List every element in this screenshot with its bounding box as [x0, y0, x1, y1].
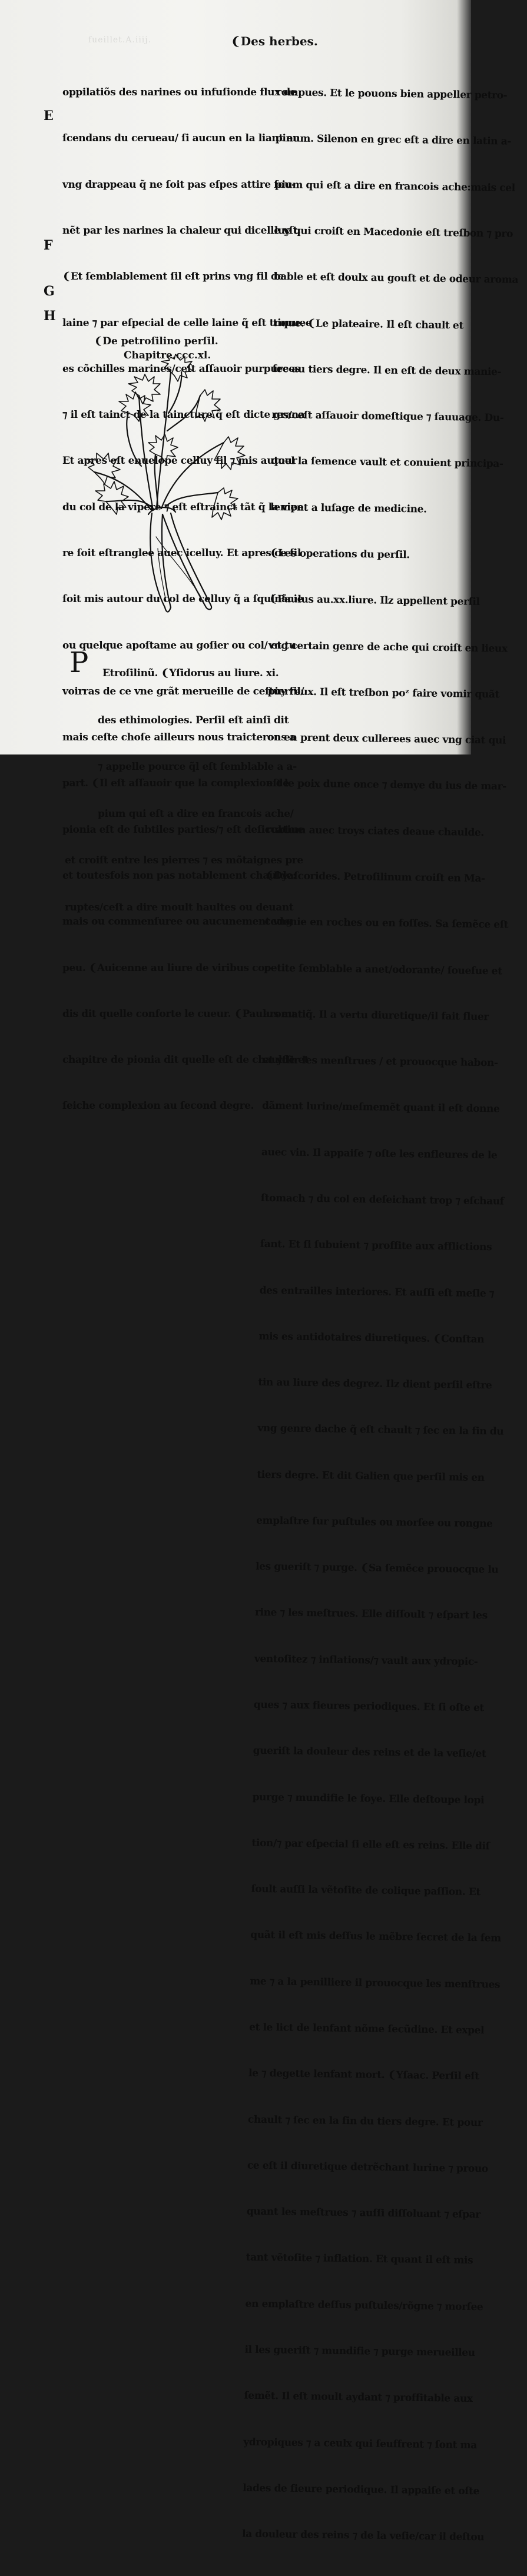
text-line: ❨Les operations du perſil. [270, 547, 410, 561]
text-line: et yſſir les menſtrues / et prouocque habon- [262, 1053, 498, 1069]
text-line: purge ⁊ mundifie le foye. Elle deſtoupe lopi [252, 1791, 485, 1806]
text-line: ydropiques ⁊ a ceulx qui ſeuffrent ⁊ ſont ma [243, 2436, 477, 2451]
text-line: pionia eſt de ſubtiles parties/⁊ eſt deſiccatiue [62, 823, 304, 836]
text-line: ſec au tiers degre. Il en eſt de deux manie- [272, 363, 502, 378]
text-line: mis es antidotaires diuretiques. ❨Conſtan [258, 1330, 485, 1345]
text-line: re ſoit eſtranglee auec icelluy. Et apres ce fil [62, 547, 301, 559]
text-line: ſoult auſſi la vẽtoſite de colique paſſion. Et [251, 1883, 480, 1899]
text-line: laine ⁊ par eſpecial de celle laine q̃ eſt trouuee [62, 317, 312, 329]
text-line: ❨Et ſemblablement ſil eſt prins vng fil de [62, 271, 284, 283]
text-line: rubium auec troys ciates deaue chaulde. [266, 823, 484, 839]
text-line: aromatiq̃. Il a vertu diuretique/il fait fluer [263, 1008, 489, 1023]
text-line: tique. ❨Le plateaire. Il eſt chault et [273, 317, 463, 332]
text-line: tion/⁊ par eſpecial ſi elle eſt es reins. Elle diſ [251, 1837, 490, 1853]
text-line: ques ⁊ aux fieures periodiques. Et ſi oſte et [253, 1699, 485, 1714]
text-line: des ethimologies. Perſil eſt ainſi dit [98, 714, 289, 726]
text-line: ruptes/ceſt a dire moult haultes ou deuant [65, 901, 294, 913]
bottom-text-block [65, 634, 303, 946]
text-line: on en prent deux cullerees auec vng ciat qui [267, 732, 506, 747]
text-line: Et apres eſt enuelope celluy fil ⁊ mis autour [62, 455, 297, 467]
text-line: ❨Dyaſcorides. Petroſilinum croiſt en Ma- [265, 869, 485, 885]
drop-cap: P [69, 646, 89, 679]
text-line: luy qui croiſt en Macedonie eſt treſbon ⁊ pro [274, 225, 513, 240]
text-line: chault ⁊ ſec en la fin du tiers degre. Et pour [247, 2113, 483, 2129]
text-line: pierreux. Il eſt treſbon poᶻ faire vomir quãt [267, 685, 500, 701]
text-line: ⁊ appelle pource q̃l eſt ſemblable a a- [98, 761, 297, 773]
text-line: ſoit mis autour du col de celluy q̃ a ſquinãcie [62, 593, 304, 606]
text-line: quel la ſemence vault et conuient principa- [271, 455, 503, 470]
text-line: mais ou commenſuree ou aucunement vng [62, 916, 293, 928]
text-line: vng drappeau q̃ ne ſoit pas eſpes attire ſou- [62, 178, 296, 191]
text-line: le ⁊ degette lenfant mort. ❨Yſaac. Perſil eſt [248, 2067, 479, 2083]
text-line: et croiſt entre les pierres ⁊ es mõtaignes pre [65, 855, 303, 866]
text-line: pium qui eſt a dire en francois ache:mais cel [274, 178, 515, 194]
chapter-heading: Chapitre.ccc.xl. [124, 350, 211, 361]
text-line: part. ❨Il eſt aſſauoir que la complexion de [62, 777, 289, 790]
text-line: gueriſt la douleur des reins et de la veſie/et [253, 1745, 486, 1760]
text-line: vng genre dache q̃ eſt chault ⁊ ſec en la fin du [257, 1422, 504, 1438]
parsley-woodcut-illustration [82, 360, 259, 625]
bleed-through-folio: fueillet.A.iiij. [88, 35, 152, 45]
text-line: il les gueriſt ⁊ mundifie ⁊ purge merueilleu [244, 2344, 475, 2359]
right-column [241, 54, 519, 2575]
text-line: ce eſt il diuretique detrẽchant lurine ⁊ prouo [247, 2159, 488, 2175]
text-line: peu. ❨Auicenne au liure de viribus cor- [62, 962, 274, 974]
text-line: du col de la vipere ⁊ eſt eſtrainct tãt q̃ la vipe [62, 501, 304, 513]
text-line: ❨Paulus au.xx.liure. Ilz appellent perſil [269, 593, 480, 609]
text-line: eſt le poix dune once ⁊ demye du ius de mar- [266, 777, 506, 793]
text-line: es cõchilles marines/ceſt aſſauoir purpurees [62, 363, 300, 375]
text-line: dis dit quelle conforte le cueur. ❨Paulus au [62, 1008, 296, 1020]
text-line: nẽt par les narines la chaleur qui dicelle yſt. [62, 225, 301, 237]
marginal-letter-h: H [44, 308, 56, 324]
text-line: et le lict de lenfant nõme ſecũdine. Et expel [249, 2021, 485, 2037]
text-line: chapitre de pionia dit quelle eſt de chaulde et [62, 1054, 309, 1066]
text-line: en emplaſtre deſſus puſtules/rõgne ⁊ morſee [245, 2298, 483, 2313]
text-line: petite ſemblable a anet/odorante/ ſouefue et [264, 962, 502, 978]
text-line: les gueriſt ⁊ purge. ❨Sa ſemẽce prouocque lu [255, 1560, 499, 1576]
text-line: ſcendans du cerueau/ ſi aucun en la liant en [62, 132, 300, 145]
marginal-letter-g: G [44, 284, 55, 299]
text-line: oppilatiõs des narines ou infuſionde flux de [62, 87, 297, 99]
text-line: pinum. Silenon en grec eſt a dire en latin a- [275, 132, 512, 148]
text-line: des entrailles interiores. Et auſſi eſt meſle ⁊ [259, 1284, 495, 1299]
text-line: rompues. Et le pouons bien appeller petro- [276, 87, 508, 102]
text-line: ⁊ il eſt tainct de la taincture q̃ eſt dicte grana [62, 409, 305, 421]
text-line: voirras de ce vne grãt merueille de ceſtuy fil/ [62, 685, 304, 697]
text-line: me ⁊ a la penilliere il prouocque les menſtrues [250, 1975, 501, 1991]
text-line: lement a luſage de medicine. [270, 501, 427, 516]
text-line: ſemẽt. Il eſt moult aydant ⁊ proffitable aux [244, 2389, 473, 2405]
section-title: ❨De petroſilino perſil. [94, 335, 218, 347]
text-line: fant. Et ſi ſubuient ⁊ proffite aux afflictions [260, 1238, 492, 1254]
text-line: auec vin. Il appaiſe ⁊ oſte les enfleures de le [261, 1146, 498, 1162]
marginal-letter-e: E [44, 108, 54, 124]
text-line: pium qui eſt a dire en francois ache/ [98, 807, 294, 820]
text-line: lades de fieure periodique. Il appaiſe et oſte [243, 2482, 480, 2498]
text-line: ou quelque apoſtame au goſier ou col/ et tu [62, 639, 296, 652]
text-line: tiers degre. Et dit Galien que perſil mis en [257, 1468, 485, 1484]
text-line: quant les meſtrues ⁊ auſſi diſſoluant ⁊ eſpar [246, 2205, 481, 2221]
text-line: rine ⁊ les meſtrues. Elle diſſoult ⁊ eſpart les [254, 1607, 488, 1622]
text-line: ſeiche complexion au ſecond degre. [62, 1100, 254, 1112]
running-header: ❨Des herbes. [231, 34, 318, 48]
text-line: et toutesfois non pas notablement chaulde: [62, 869, 296, 882]
text-line: ſtomach ⁊ du col en deſeichant trop ⁊ eſchauf [260, 1192, 504, 1208]
text-line: Etroſilinũ. ❨Yſidorus au liure. xi. [102, 667, 279, 679]
text-line: mais ceſte choſe ailleurs nous traicterons a [62, 732, 296, 744]
text-line: emplaſtre ſur puſtules ou morſee ou rongne [256, 1514, 493, 1530]
marginal-letter-f: F [44, 238, 53, 253]
text-line: tant vẽtoſite ⁊ inflation. Et quant il eſt mis [246, 2252, 473, 2267]
text-line: tin au liure des degrez. Ilz dient perſil eſtre [258, 1376, 492, 1392]
text-line: res/ceſt aſſauoir domeſtique ⁊ ſauuage. Du- [271, 409, 504, 424]
text-line: quãt il eſt mis deſſus le mẽbre ſecret de la fem [250, 1929, 501, 1945]
text-line: vng certain genre de ache qui croiſt en lieux [268, 639, 508, 655]
text-line: bable et eſt doulx au gouſt et de odeur aroma [273, 271, 519, 287]
text-line: cedonie en roches ou en foſſes. Sa ſemẽce eſt [264, 916, 509, 931]
text-line: dãment lurine/meſmemẽt quant il eſt donne [261, 1100, 500, 1115]
text-line: la douleur des reins ⁊ de la veſie/car il deſtou [242, 2528, 485, 2544]
text-line: ventoſitez ⁊ inflations/⁊ vault aux ydropic- [254, 1653, 478, 1668]
